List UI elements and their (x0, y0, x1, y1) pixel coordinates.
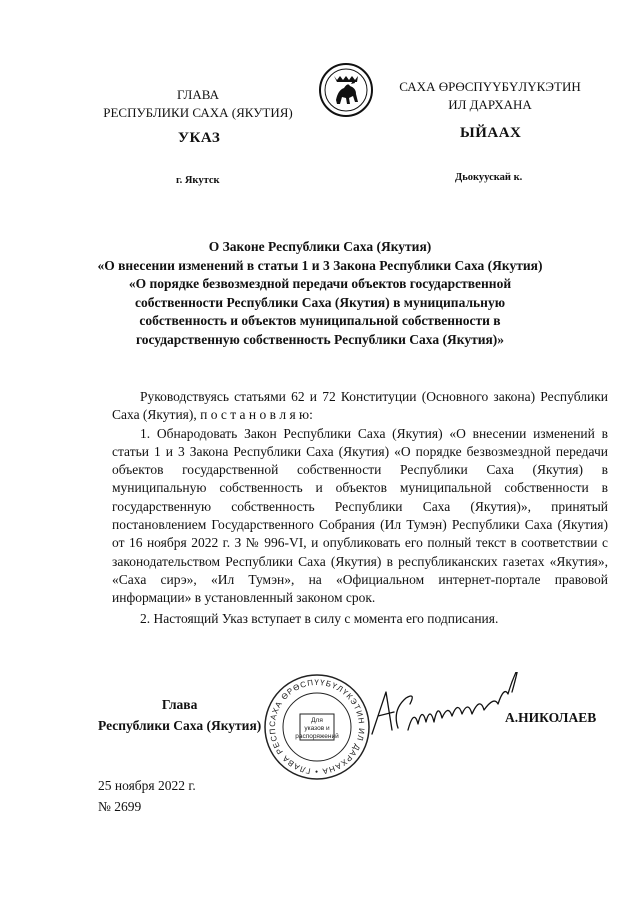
stamp-center-line1: Для (311, 717, 323, 724)
stamp-ring-text: САХА ӨРӨСПҮҮБҮЛҮКЭТИН ИЛ ДАРХАНА • ГЛАВА РЕСП (267, 677, 367, 777)
signature-title (98, 694, 261, 736)
intro-paragraph: Руководствуясь статьями 62 и 72 Конституции (Основного закона) Республики Саха (Якутия), п о с т а н о в л я ю: (112, 389, 608, 423)
stamp-center-line3: распоряжений (295, 733, 339, 740)
city-left: г. Якутск (176, 175, 220, 186)
handwritten-signature (368, 672, 538, 742)
title-line: государственную собственность Республики Саха (Якутия)» (135, 331, 505, 347)
signature-title-line1: Глава (161, 697, 198, 712)
header-right-line1: САХА ӨРӨСПҮҮБҮЛҮКЭТИН (399, 79, 581, 94)
document-date: 25 ноября 2022 г. (98, 778, 196, 793)
header-left-line2: РЕСПУБЛИКИ САХА (ЯКУТИЯ) (103, 105, 293, 120)
stamp-center-line2: указов и (304, 725, 330, 732)
header-left (78, 86, 318, 122)
official-stamp (262, 672, 372, 782)
signatory-name: А.НИКОЛАЕВ (505, 710, 597, 725)
document-number: № 2699 (98, 799, 142, 814)
title-line: собственности Республики Саха (Якутия) в муниципальную (134, 294, 506, 310)
document-body (112, 388, 608, 628)
header-right (385, 78, 595, 114)
doc-type-left: УКАЗ (178, 130, 221, 146)
title-line: О Законе Республики Саха (Якутия) (208, 239, 432, 254)
title-line: «О внесении изменений в статьи 1 и 3 Закона Республики Саха (Якутия) (97, 257, 543, 273)
title-line: собственность и объектов муниципальной собственности в (139, 313, 501, 328)
header-right-line2: ИЛ ДАРХАНА (448, 97, 532, 112)
title-line: «О порядке безвозмездной передачи объектов государственной (128, 276, 512, 291)
header-left-line1: ГЛАВА (177, 87, 219, 102)
coat-of-arms-emblem (318, 62, 374, 118)
signature-title-line2: Республики Саха (Якутия) (98, 718, 262, 733)
city-right: Дьокуускай к. (455, 172, 523, 183)
document-date-number (98, 775, 196, 817)
doc-type-right: ЫЙААХ (460, 125, 522, 141)
document-title (60, 238, 580, 349)
item-1-paragraph: 1. Обнародовать Закон Республики Саха (Якутия) «О внесении изменений в статьи 1 и 3 Закона Республики Саха (Якутия) «О порядке безвозмездной передачи объектов государственной собственности Республики Саха (Якутия) в муниципальную собственность и объектов муниципальной собственности в государственную собственность Республики Саха (Якутия)», принятый постановлением Государственного Собрания (Ил Тумэн) Республики Саха (Якутия) от 16 ноября 2022 г. З № 996-VI, и опубликовать его полный текст в соответствии с законодательством Республики Саха (Якутия) в республиканских газетах «Якутия», «Саха сирэ», «Ил Тумэн», на «Официальном интернет-портале правовой информации» в установленный законом срок. (112, 425, 608, 606)
item-2-paragraph: 2. Настоящий Указ вступает в силу с момента его подписания. (140, 610, 499, 626)
